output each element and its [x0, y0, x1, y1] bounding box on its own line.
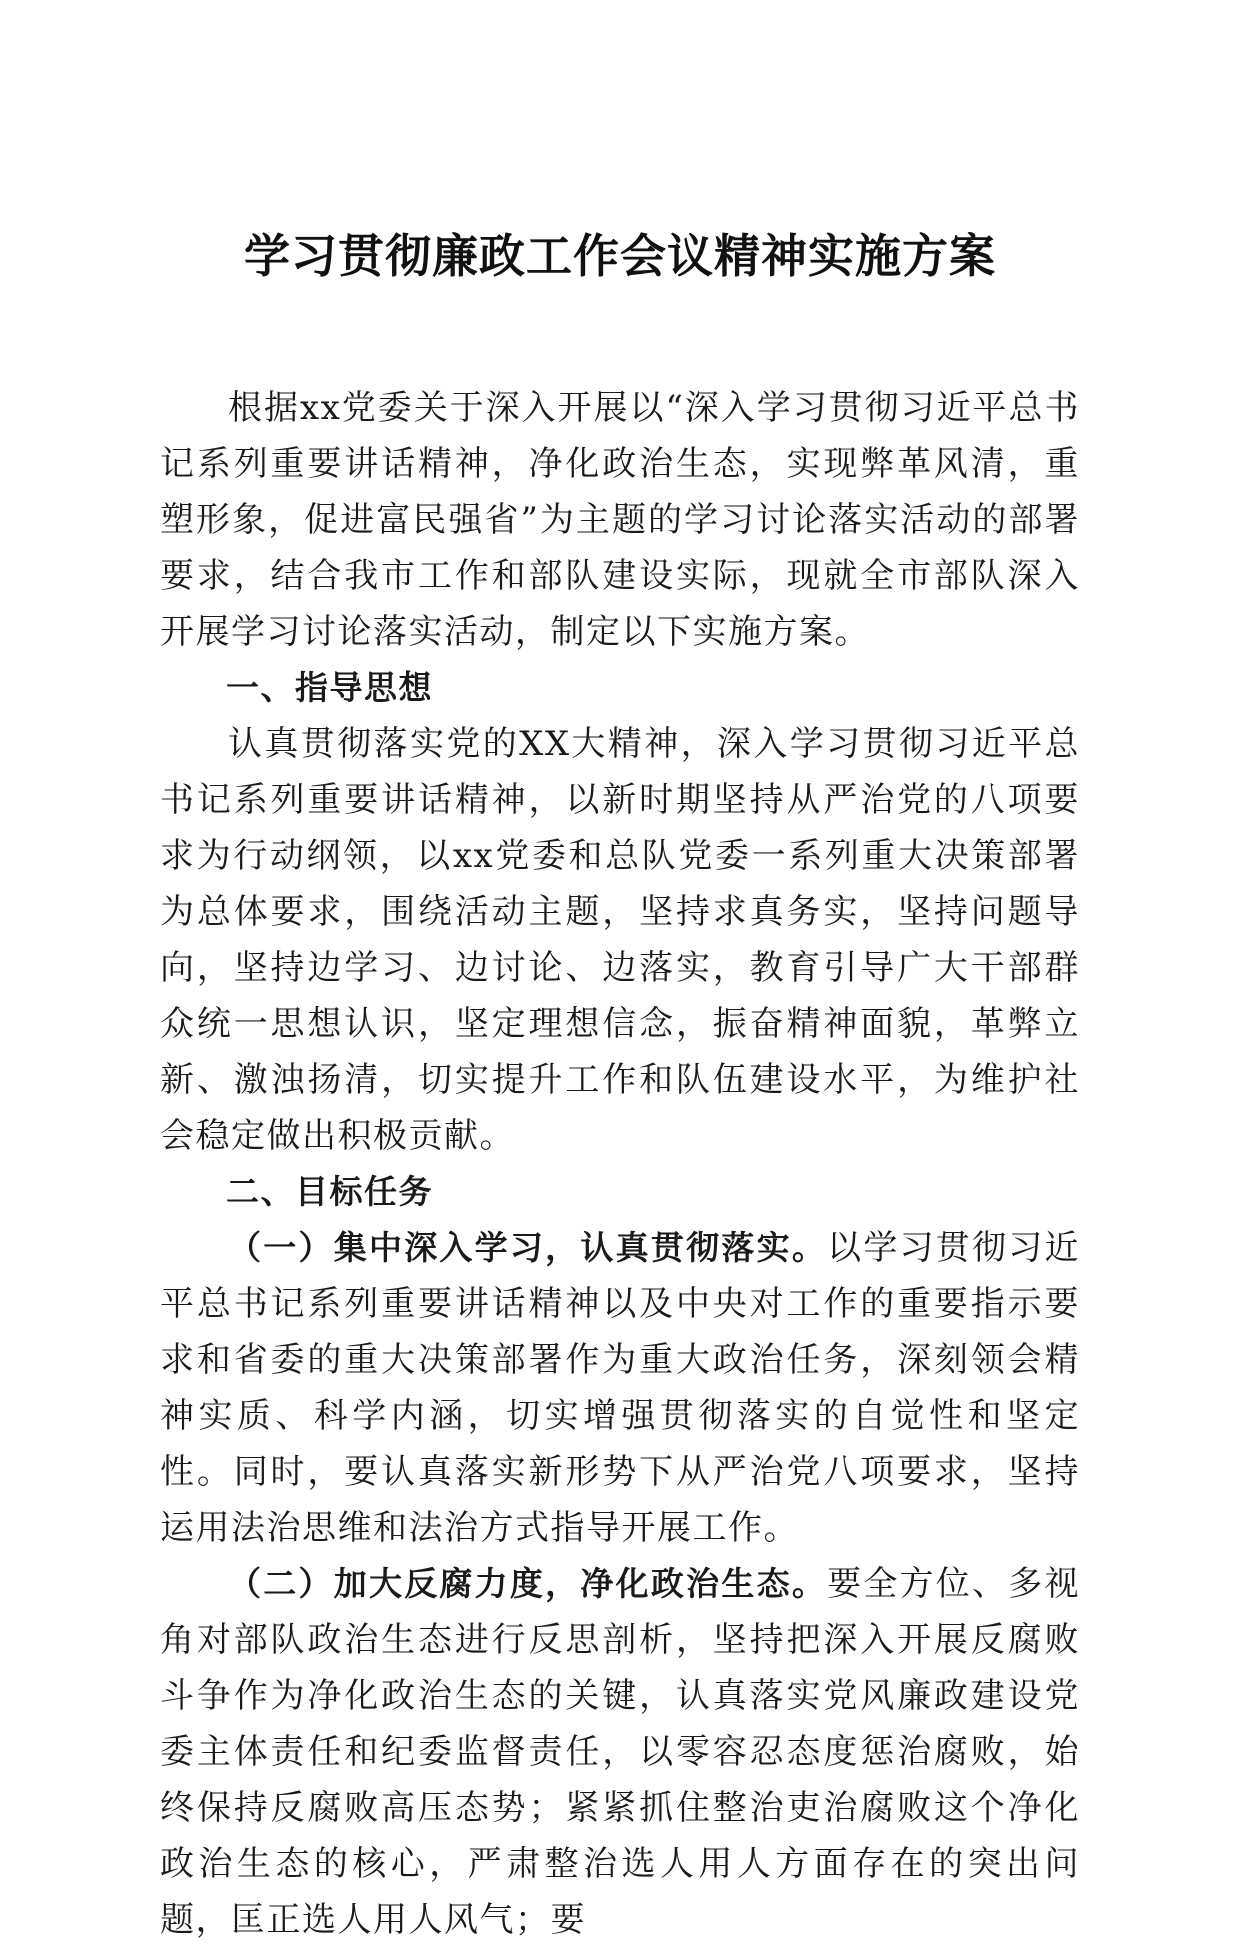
task-item-1-lead: （一）集中深入学习，认真贯彻落实。 [228, 1228, 828, 1267]
section-heading-guiding-ideology: 一、指导思想 [226, 668, 433, 707]
task-item-2-text: 要全方位、多视角对部队政治生态进行反思剖析，坚持把深入开展反腐败斗争作为净化政治生态的关键，认真落实党风廉政建设党委主体责任和纪委监督责任，以零容忍态度惩治腐败，始终保持反腐败高压态势；紧紧抓住整治吏治腐败这个净化政治生态的核心，严肃整治选人用人方面存在的突出问题，匡正选人用人风气；要 [160, 1564, 1081, 1940]
guiding-ideology-paragraph: 认真贯彻落实党的XX大精神，深入学习贯彻习近平总书记系列重要讲话精神，以新时期坚持从严治党的八项要求为行动纲领，以xx党委和总队党委一系列重大决策部署为总体要求，围绕活动主题，坚持求真务实，坚持问题导向，坚持边学习、边讨论、边落实，教育引导广大干部群众统一思想认识，坚定理想信念，振奋精神面貌，革弊立新、激浊扬清，切实提升工作和队伍建设水平，为维护社会稳定做出积极贡献。 [160, 724, 1080, 1156]
document-body [160, 380, 1080, 1948]
task-item-2-lead: （二）加大反腐力度，净化政治生态。 [228, 1564, 828, 1603]
task-item-2 [160, 1556, 1080, 1948]
task-item-1-text: 以学习贯彻习近平总书记系列重要讲话精神以及中央对工作的重要指示要求和省委的重大决策部署作为重大政治任务，深刻领会精神实质、科学内涵，切实增强贯彻落实的自觉性和坚定性。同时，要认真落实新形势下从严治党八项要求，坚持运用法治思维和法治方式指导开展工作。 [160, 1228, 1081, 1548]
document-title: 学习贯彻廉政工作会议精神实施方案 [244, 229, 996, 283]
section-heading-goals-tasks: 二、目标任务 [226, 1172, 433, 1211]
intro-paragraph: 根据xx党委关于深入开展以“深入学习贯彻习近平总书记系列重要讲话精神，净化政治生态，实现弊革风清，重塑形象，促进富民强省”为主题的学习讨论落实活动的部署要求，结合我市工作和部队建设实际，现就全市部队深入开展学习讨论落实活动，制定以下实施方案。 [160, 388, 1080, 652]
task-item-1 [160, 1220, 1080, 1556]
